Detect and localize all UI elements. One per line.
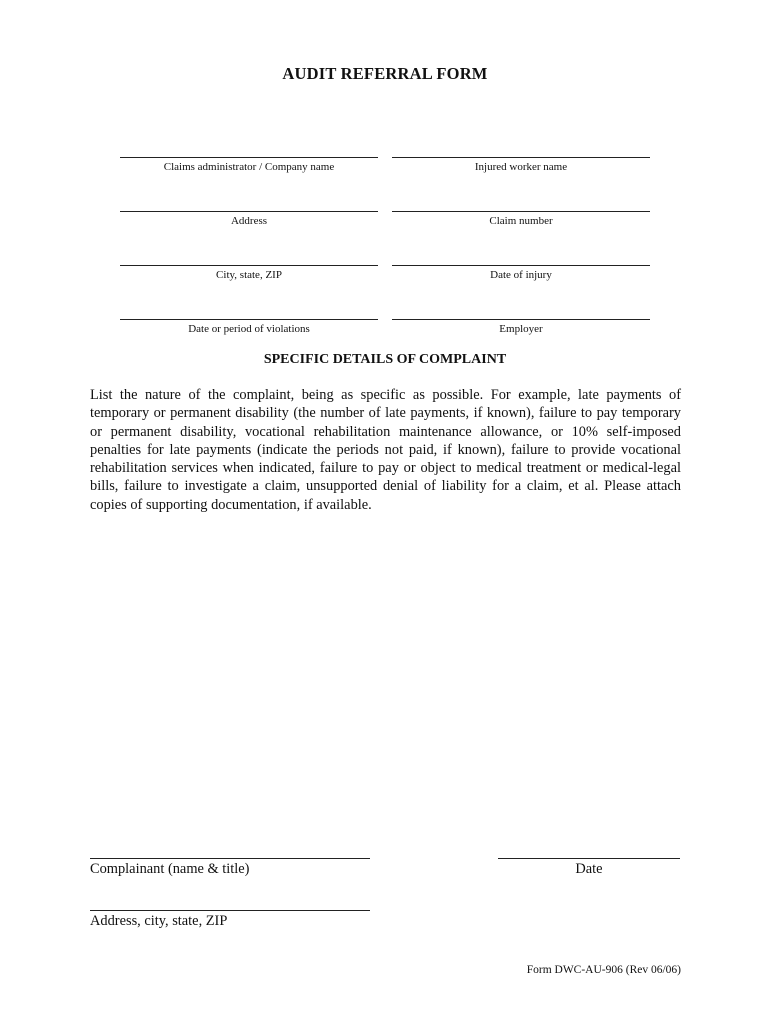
- injured-worker-name-line: [392, 157, 650, 158]
- complainant-address-label: Address, city, state, ZIP: [90, 913, 228, 929]
- city-state-zip-line: [120, 265, 378, 266]
- complaint-instructions: List the nature of the complaint, being as specific as possible. For example, late payments of temporary or permanent disability (the number of late payments, if known), failure to pay temporary or permanent disability, vocational rehabilitation maintenance allowance, or 10% self-imposed penalties for late payments (indicate the periods not paid, if known), failure to provide vocational rehabilitation services when indicated, failure to pay or object to medical treatment or medical-legal bills, failure to investigate a claim, unsupported denial of liability for a claim, et al. Please attach copies of supporting documentation, if available.: [90, 387, 681, 513]
- complainant-label: Complainant (name & title): [90, 861, 250, 877]
- injured-worker-name-field[interactable]: [392, 157, 650, 173]
- form-title: AUDIT REFERRAL FORM: [282, 64, 488, 83]
- date-of-injury-line: [392, 265, 650, 266]
- city-state-zip-field[interactable]: [120, 265, 378, 281]
- address-label: Address: [230, 215, 268, 227]
- date-signature-line: [498, 858, 680, 859]
- complainant-signature-line: [90, 858, 370, 859]
- employer-line: [392, 319, 650, 320]
- violation-date-label: Date or period of violations: [188, 323, 310, 335]
- date-of-injury-label: Date of injury: [490, 269, 552, 281]
- complainant-signature-field[interactable]: [90, 858, 370, 878]
- violation-date-line: [120, 319, 378, 320]
- address-field[interactable]: [120, 211, 378, 227]
- complainant-address-line: [90, 910, 370, 911]
- city-state-zip-label: City, state, ZIP: [216, 269, 282, 281]
- company-name-line: [120, 157, 378, 158]
- employer-field[interactable]: [392, 319, 650, 335]
- claim-number-line: [392, 211, 650, 212]
- company-name-label: Claims administrator / Company name: [163, 161, 335, 173]
- company-name-field[interactable]: [120, 157, 378, 173]
- claim-number-field[interactable]: [392, 211, 650, 227]
- date-label: Date: [575, 861, 603, 877]
- claim-number-label: Claim number: [489, 215, 553, 227]
- injured-worker-name-label: Injured worker name: [474, 161, 568, 173]
- section-heading: SPECIFIC DETAILS OF COMPLAINT: [263, 352, 507, 367]
- date-signature-field[interactable]: [498, 858, 680, 878]
- form-number-footer: Form DWC-AU-906 (Rev 06/06): [526, 964, 681, 976]
- violation-date-field[interactable]: [120, 319, 378, 335]
- date-of-injury-field[interactable]: [392, 265, 650, 281]
- employer-label: Employer: [499, 323, 543, 335]
- address-line: [120, 211, 378, 212]
- complainant-address-field[interactable]: [90, 910, 370, 930]
